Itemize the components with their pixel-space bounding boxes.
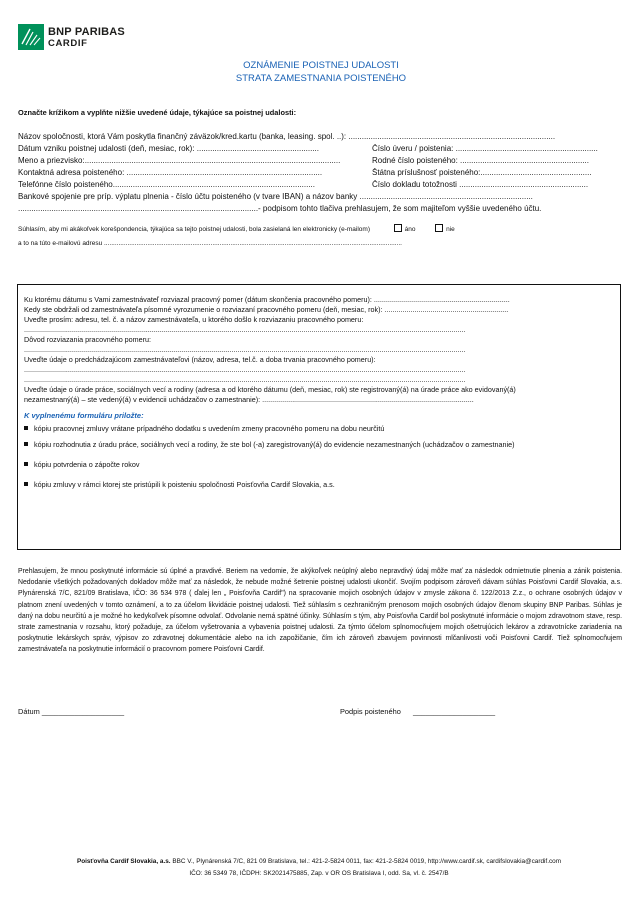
- field-full-name[interactable]: Meno a priezvisko:...................................................................................................................: [18, 156, 341, 165]
- field-company-name[interactable]: Názov spoločnosti, ktorá Vám poskytla finančný záväzok/kred.kartu (banka, leasing. spol. ..): .............................................................................................: [18, 132, 556, 141]
- field-event-date[interactable]: Dátum vzniku poistnej udalosti (deň, mesiac, rok): .......................................................: [18, 144, 319, 153]
- field-contact-address[interactable]: Kontaktná adresa poisteného: ........................................................................................: [18, 168, 323, 177]
- attachments-title: K vyplnenému formuláru priložte:: [24, 411, 144, 420]
- bnp-paribas-cardif-logo: [18, 24, 148, 58]
- field-nationality[interactable]: Štátna príslušnosť poisteného:..................................................: [372, 168, 592, 177]
- field-bank-account[interactable]: Bankové spojenie pre príp. výplatu plnenia - číslo účtu poisteného (v tvare IBAN) a názov banky ..............................................................................: [18, 192, 533, 201]
- field-loan-number[interactable]: Číslo úveru / poistenia: ................................................................: [372, 144, 598, 153]
- box-line-employer-label: Uveďte prosím: adresu, tel. č. a názov zamestnávateľa, u ktorého došlo k rozviazaniu pracovného pomeru:: [24, 315, 364, 324]
- box-line-labour-office-label: Uveďte údaje o úrade práce, sociálnych vecí a rodiny (adresa a od ktorého dátumu (deň, mesiac, rok) ste registrovaný(á) na úrade práce ako evidovaný(á): [24, 385, 516, 394]
- bullet-icon: [24, 482, 28, 486]
- field-birth-number[interactable]: Rodné číslo poisteného: ..........................................................: [372, 156, 589, 165]
- consent-row: [18, 224, 622, 233]
- box-line-termination-date[interactable]: Ku ktorému dátumu s Vami zamestnávateľ rozviazal pracovný pomer (dátum skončenia pracovného pomeru): ....................................................................: [24, 295, 510, 304]
- page-title: OZNÁMENIE POISTNEJ UDALOSTI: [243, 60, 399, 71]
- bullet-icon: [24, 462, 28, 466]
- page-subtitle: STRATA ZAMESTNANIA POISTENÉHO: [235, 73, 407, 84]
- field-id-document[interactable]: Číslo dokladu totožnosti ..........................................................: [372, 180, 589, 189]
- attachment-item: kópiu pracovnej zmluvy vrátane prípadného dodatku s uvedením zmeny pracovného pomeru na dobu neurčitú: [24, 424, 384, 433]
- attachment-item: kópiu potvrdenia o zápočte rokov: [24, 460, 139, 469]
- attachment-item: kópiu zmluvy v rámci ktorej ste pristúpili k poisteniu spoločnosti Poisťovňa Cardif Slovakia, a.s.: [24, 480, 335, 489]
- field-email[interactable]: a to na túto e-mailovú adresu .....................................................................................................................................................................: [18, 240, 402, 247]
- logo-text-bnp: BNP PARIBAS: [48, 26, 125, 38]
- instruction-text: Označte krížikom a vyplňte nižšie uvedené údaje, týkajúce sa poistnej udalosti:: [18, 108, 297, 117]
- checkbox-no-label: nie: [446, 226, 455, 233]
- date-label: Dátum: [18, 707, 40, 716]
- consent-text: Súhlasím, aby mi akákoľvek korešpondencia, týkajúca sa tejto poistnej udalosti, bola zasielaná len elektronicky (e-mailom): [18, 226, 370, 233]
- signature-block: [340, 707, 495, 716]
- logo-text-cardif: CARDIF: [48, 38, 88, 49]
- declaration-paragraph: Prehlasujem, že mnou poskytnuté informácie sú úplné a pravdivé. Beriem na vedomie, že akýkoľvek neúplný alebo nepravdivý údaj môže mať za následok odmietnutie plnenia a zánik poistenia. Nedodanie všetkých požadovaných dokladov môže mať za následok, že nebude možné šetrenie poistnej udalosti ukončiť. Svojím podpisom zároveň dávam súhlas Poisťovni Cardif Slovakia, a.s. Plynárenská 7/C, 821/09 Bratislava, IČO: 36 534 978 ( ďalej len „ Poisťovňa Cardif") na spracovanie mojich osobných údajov v zmysle zákona č. 122/2013 Z.z., o ochrane osobných údajov v platnom znení uvedených v tomto oznámení, a to za účelom likvidácie poistnej udalosti. Tiež súhlasím s cezhraničným prenosom mojich osobných údajov členom skupiny BNP Paribas. Súhlas je daný na dobu neurčitú a je možné ho kedykoľvek písomne odvolať. Odvolanie nemá spätné účinky. Súhlasím s tým, aby Poisťovňa Cardif bol poskytnuté informácie o mojom zdravotnom stave, resp. strate zamestnania v rozsahu, ktorý požaduje, za účelom vyšetrovania a vybavenia poistnej udalosti. Za týmto účelom splnomocňujem mojich ošetrujúcich lekárov a zdravotnícke zariadenia na poskytnutie lekárskych správ, výpisov zo zdravotnej dokumentácie alebo na ich zapožičanie, čím ich zároveň zbavujem povinnosti mlčanlivosti voči Poisťovni Cardif. Tiež splnomocňujem zamestnávateľa na poskytnutie informácií o pracovnom pomere Poisťovni Cardif.: [18, 568, 622, 654]
- footer-contact: BBC V., Plynárenská 7/C, 821 09 Bratislava, tel.: 421-2-5824 0011, fax: 421-2-5824 0019, http://www.cardif.sk, cardifslovakia@cardif.com: [170, 858, 562, 865]
- box-line-reason-label: Dôvod rozviazania pracovného pomeru:: [24, 335, 152, 344]
- box-line-labour-office-field[interactable]: nezamestnaný(á) – ste vedený(á) v evidencii uchádzačov o zamestnanie): ..........................................................................................................: [24, 395, 474, 404]
- footer-company-info: [0, 858, 638, 865]
- signature-label: Podpis poisteného: [340, 707, 401, 716]
- box-line-employer-field[interactable]: .............................................................................................................................................................................................................................: [24, 325, 466, 334]
- box-line-prev-employer-label: Uveďte údaje o predchádzajúcom zamestnávateľovi (názov, adresa, tel.č. a doba trvania pracovného pomeru):: [24, 355, 376, 364]
- attachment-item: kópiu rozhodnutia z úradu práce, sociálnych vecí a rodiny, že ste bol (-a) zaregistrovaný(á) do evidencie nezamestnaných (uchádzačov o zamestnanie): [24, 440, 514, 449]
- field-bank-account-cont[interactable]: ............................................................................................................- podpisom tohto tlačiva prehlasujem, že som majiteľom vyššie uvedeného účtu.: [18, 204, 542, 213]
- signature-line[interactable]: ____________________: [412, 707, 496, 716]
- date-signature: [18, 707, 124, 716]
- box-line-reason-field[interactable]: .............................................................................................................................................................................................................................: [24, 345, 466, 354]
- bullet-icon: [24, 426, 28, 430]
- footer-company-name: Poisťovňa Cardif Slovakia, a.s.: [76, 858, 171, 865]
- date-line[interactable]: ____________________: [41, 707, 125, 716]
- bullet-icon: [24, 442, 28, 446]
- footer-registration: IČO: 36 5349 78, IČDPH: SK2021475885, Zap. v OR OS Bratislava I, odd. Sa, vl. č. 2547/B: [189, 870, 449, 877]
- box-line-prev-employer-field2[interactable]: .............................................................................................................................................................................................................................: [24, 375, 466, 384]
- box-line-prev-employer-field1[interactable]: .............................................................................................................................................................................................................................: [24, 365, 466, 374]
- field-phone[interactable]: Telefónne číslo poisteného...........................................................................................: [18, 180, 315, 189]
- checkbox-yes-label: áno: [404, 226, 416, 233]
- checkbox-yes[interactable]: [394, 224, 402, 232]
- logo-emblem-icon: [18, 24, 44, 50]
- checkbox-no[interactable]: [435, 224, 443, 232]
- box-line-notice-date[interactable]: Kedy ste obdržali od zamestnávateľa písomné vyrozumenie o rozviazaní pracovného pomeru (deň, mesiac, rok): ..............................................................: [24, 305, 509, 314]
